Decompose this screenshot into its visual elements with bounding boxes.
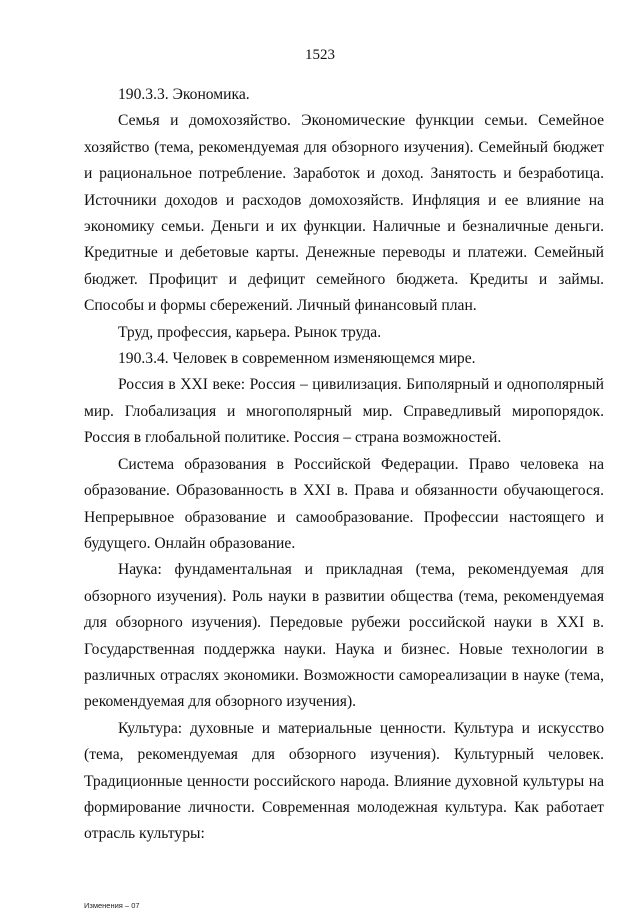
paragraph-science: Наука: фундаментальная и прикладная (тема, рекомендуемая для обзорного изучения). Роль науки в развитии общества (тема, рекомендуемая для обзорного изучения). Передовые рубежи российской науки в XXI в. Государственная поддержка науки. Наука и бизнес. Новые технологии в различных отраслях экономики. Возможности самореализации в науке (тема, рекомендуемая для обзорного изучения). <box>84 561 604 711</box>
paragraph-education-system: Система образования в Российской Федерации. Право человека на образование. Образованность в XXI в. Права и обязанности обучающегося. Непрерывное образование и самообразование. Профессии настоящего и будущего. Онлайн образование. <box>84 455 604 552</box>
paragraph-family-economy: Семья и домохозяйство. Экономические функции семьи. Семейное хозяйство (тема, рекомендуемая для обзорного изучения). Семейный бюджет и рациональное потребление. Заработок и доход. Занятость и безработица. Источники доходов и расходов домохозяйств. Инфляция и ее влияние на экономику семьи. Деньги и их функции. Наличные и безналичные деньги. Кредитные и дебетовые карты. Денежные переводы и платежи. Семейный бюджет. Профицит и дефицит семейного бюджета. Кредиты и займы. Способы и формы сбережений. Личный финансовый план. <box>84 112 604 315</box>
section-heading-modern-world: 190.3.4. Человек в современном изменяющемся мире. <box>118 350 476 368</box>
section-heading-economy: 190.3.3. Экономика. <box>118 86 250 103</box>
footer-revision-note: Изменения – 07 <box>84 901 140 910</box>
paragraph-culture: Культура: духовные и материальные ценности. Культура и искусство (тема, рекомендуемая для обзорного изучения). Культурный человек. Традиционные ценности российского народа. Влияние духовной культуры на формирование личности. Современная молодежная культура. Как работает отрасль культуры: <box>84 719 604 843</box>
document-body <box>84 82 604 848</box>
paragraph-russia-21st-century: Россия в XXI веке: Россия – цивилизация. Биполярный и однополярный мир. Глобализация и многополярный мир. Справедливый миропорядок. Россия в глобальной политике. Россия – страна возможностей. <box>84 376 604 447</box>
page-number: 1523 <box>305 47 335 63</box>
paragraph-labor: Труд, профессия, карьера. Рынок труда. <box>118 323 382 341</box>
